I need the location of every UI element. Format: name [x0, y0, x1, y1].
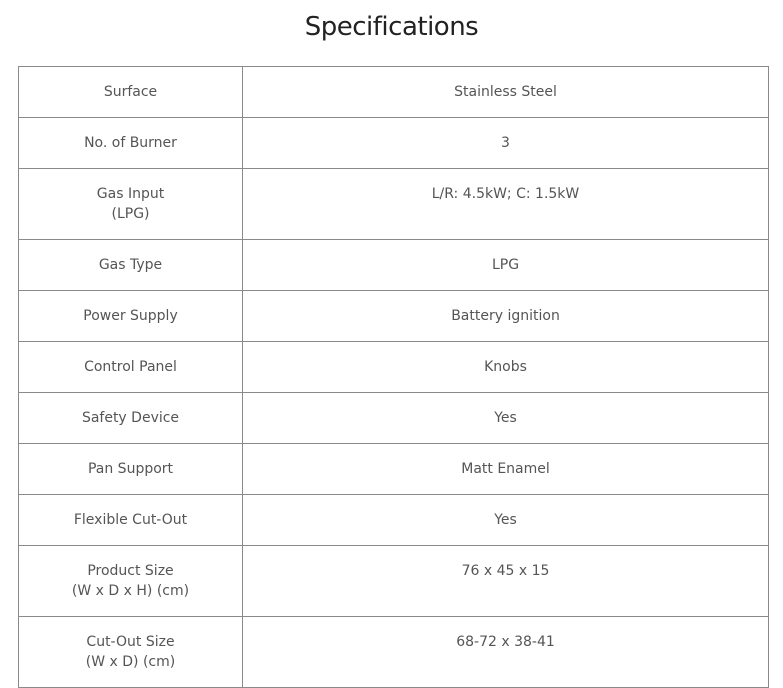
spec-value: 3	[243, 118, 769, 169]
table-row	[19, 240, 769, 291]
table-row	[19, 67, 769, 118]
spec-value: LPG	[243, 240, 769, 291]
spec-label: Safety Device	[19, 393, 243, 444]
table-row	[19, 444, 769, 495]
spec-value: Matt Enamel	[243, 444, 769, 495]
table-row	[19, 118, 769, 169]
spec-label: Product Size (W x D x H) (cm)	[19, 546, 243, 617]
spec-label: Surface	[19, 67, 243, 118]
specifications-table	[18, 66, 769, 688]
table-row	[19, 495, 769, 546]
spec-label: Gas Input (LPG)	[19, 169, 243, 240]
spec-label: Control Panel	[19, 342, 243, 393]
table-row	[19, 342, 769, 393]
spec-label: Power Supply	[19, 291, 243, 342]
spec-value: 76 x 45 x 15	[243, 546, 769, 617]
table-row	[19, 291, 769, 342]
spec-value: Knobs	[243, 342, 769, 393]
spec-value: L/R: 4.5kW; C: 1.5kW	[243, 169, 769, 240]
table-row	[19, 169, 769, 240]
spec-label: Flexible Cut-Out	[19, 495, 243, 546]
spec-label: Pan Support	[19, 444, 243, 495]
spec-label: No. of Burner	[19, 118, 243, 169]
spec-value: Stainless Steel	[243, 67, 769, 118]
spec-label: Gas Type	[19, 240, 243, 291]
spec-value: Battery ignition	[243, 291, 769, 342]
table-row	[19, 393, 769, 444]
page-title: Specifications	[304, 12, 479, 42]
spec-label: Cut-Out Size (W x D) (cm)	[19, 617, 243, 688]
spec-value: Yes	[243, 495, 769, 546]
table-row	[19, 546, 769, 617]
table-row	[19, 617, 769, 688]
spec-value: Yes	[243, 393, 769, 444]
spec-value: 68-72 x 38-41	[243, 617, 769, 688]
